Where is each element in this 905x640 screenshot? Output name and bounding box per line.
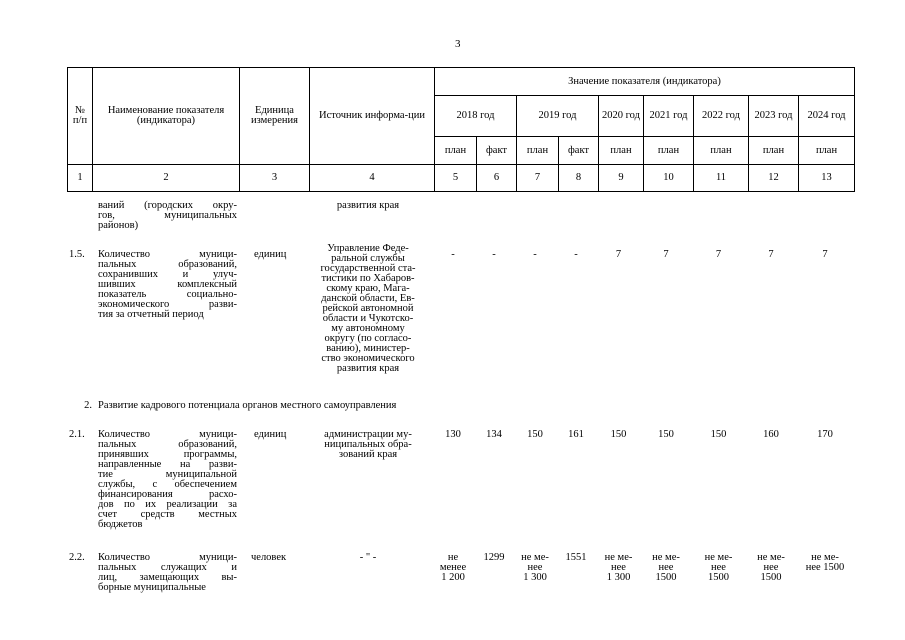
column-number: 5 <box>435 165 477 192</box>
column-number: 6 <box>477 165 517 192</box>
value-cell: не ме- нее 1500 <box>704 552 733 583</box>
value-cell: - <box>492 249 496 260</box>
name-line: направленные на разви- <box>98 459 237 470</box>
value-cell: 150 <box>658 429 674 440</box>
value-cell: 7 <box>663 249 669 260</box>
source: Управление Феде- ральной службы государственной ста- тистики по Хабаров- скому краю, Мага- данской области, Ев- рейской автономной области и Чукотско- му автономному округу (по согласо- ванию), министер- ство экономического развития края <box>320 243 416 374</box>
column-number: 7 <box>517 165 559 192</box>
value-cell: 7 <box>715 249 722 260</box>
name-line: сохранивших и улуч- <box>98 269 237 280</box>
unit: единиц <box>254 249 287 260</box>
indicator-name <box>98 250 237 320</box>
name-line: финансирования расхо- <box>98 489 237 500</box>
row-number: 2.1. <box>69 429 85 440</box>
column-number: 8 <box>559 165 599 192</box>
name-line: районов) <box>98 220 139 231</box>
page-number: 3 <box>455 38 461 50</box>
header-sub: факт <box>477 137 517 165</box>
header-num: № п/п <box>68 68 93 165</box>
value-cell: - <box>574 249 578 260</box>
header-year: 2021 год <box>644 96 694 137</box>
value-cell: 7 <box>822 249 828 260</box>
source: администрации му- ниципальных обра- зований края <box>324 429 412 460</box>
header-year: 2019 год <box>517 96 599 137</box>
column-number: 4 <box>310 165 435 192</box>
value-cell: 160 <box>763 429 779 440</box>
value-cell: не ме- нее 1500 <box>805 552 845 573</box>
value-cell: не ме- нее 1500 <box>757 552 785 583</box>
header-year: 2020 год <box>599 96 644 137</box>
value-cell: не менее 1 200 <box>439 552 467 583</box>
header-name: Наименование показателя (индикатора) <box>93 68 240 165</box>
value-cell: 130 <box>445 429 461 440</box>
value-cell: - <box>533 249 537 260</box>
name-line: Количество муници- <box>98 429 237 440</box>
value-cell: 1551 <box>565 552 587 563</box>
header-sub: план <box>599 137 644 165</box>
row-number: 1.5. <box>69 249 85 260</box>
column-number: 12 <box>749 165 799 192</box>
indicator-table-header <box>67 67 855 192</box>
column-number: 1 <box>68 165 93 192</box>
header-sub: план <box>435 137 477 165</box>
continued-source: развития края <box>336 200 400 211</box>
name-line: шивших комплексный <box>98 279 237 290</box>
name-line: тие муниципальной <box>98 469 237 480</box>
value-cell: 134 <box>486 429 502 440</box>
header-year: 2018 год <box>435 96 517 137</box>
header-sub: план <box>644 137 694 165</box>
name-line: лиц, замещающих вы- <box>98 572 237 583</box>
continued-indicator-name <box>98 201 237 231</box>
name-line: ваний (городских окру- <box>98 200 237 211</box>
header-year: 2024 год <box>799 96 855 137</box>
value-cell: 7 <box>768 249 774 260</box>
name-line: дов по их реализации за <box>98 499 237 510</box>
value-cell: 150 <box>710 429 727 440</box>
header-sub: план <box>799 137 855 165</box>
header-source: Источник информа-ции <box>310 68 435 165</box>
header-sub: план <box>749 137 799 165</box>
name-line: пальных образований, <box>98 259 237 270</box>
name-line: принявших программы, <box>98 449 237 460</box>
header-sub: план <box>694 137 749 165</box>
name-line: пальных образований, <box>98 439 237 450</box>
column-number: 13 <box>799 165 855 192</box>
section-number: 2. <box>84 400 92 411</box>
name-line: Количество муници- <box>98 249 237 260</box>
row-number: 2.2. <box>69 552 85 563</box>
unit: человек <box>251 552 287 563</box>
column-number: 10 <box>644 165 694 192</box>
indicator-name <box>98 553 237 593</box>
value-cell: не ме- нее 1500 <box>652 552 680 583</box>
value-cell: 150 <box>610 429 627 440</box>
name-line: бюджетов <box>98 519 143 530</box>
value-cell: 170 <box>817 429 833 440</box>
name-line: пальных служащих и <box>98 562 237 573</box>
source: - " - <box>359 552 377 563</box>
name-line: тия за отчетный период <box>98 309 204 320</box>
column-number: 2 <box>93 165 240 192</box>
header-values-group: Значение показателя (индикатора) <box>435 68 855 96</box>
unit: единиц <box>254 429 287 440</box>
value-cell: - <box>451 249 455 260</box>
header-year: 2022 год <box>694 96 749 137</box>
name-line: борные муниципальные <box>98 582 206 593</box>
value-cell: 161 <box>568 429 584 440</box>
section-title: Развитие кадрового потенциала органов местного самоуправления <box>98 400 397 411</box>
header-sub: план <box>517 137 559 165</box>
column-number: 11 <box>694 165 749 192</box>
value-cell: не ме- нее 1 300 <box>604 552 633 583</box>
indicator-name <box>98 430 237 530</box>
column-number: 3 <box>240 165 310 192</box>
name-line: счет средств местных <box>98 509 237 520</box>
header-unit: Единица измерения <box>240 68 310 165</box>
value-cell: не ме- нее 1 300 <box>521 552 549 583</box>
header-year: 2023 год <box>749 96 799 137</box>
value-cell: 150 <box>527 429 543 440</box>
name-line: гов, муниципальных <box>98 210 237 221</box>
name-line: Количество муници- <box>98 552 237 563</box>
name-line: службы, с обеспечением <box>98 479 237 490</box>
value-cell: 1299 <box>483 552 505 563</box>
header-sub: факт <box>559 137 599 165</box>
column-number: 9 <box>599 165 644 192</box>
value-cell: 7 <box>615 249 622 260</box>
name-line: показатель социально- <box>98 289 237 300</box>
name-line: экономического разви- <box>98 299 237 310</box>
